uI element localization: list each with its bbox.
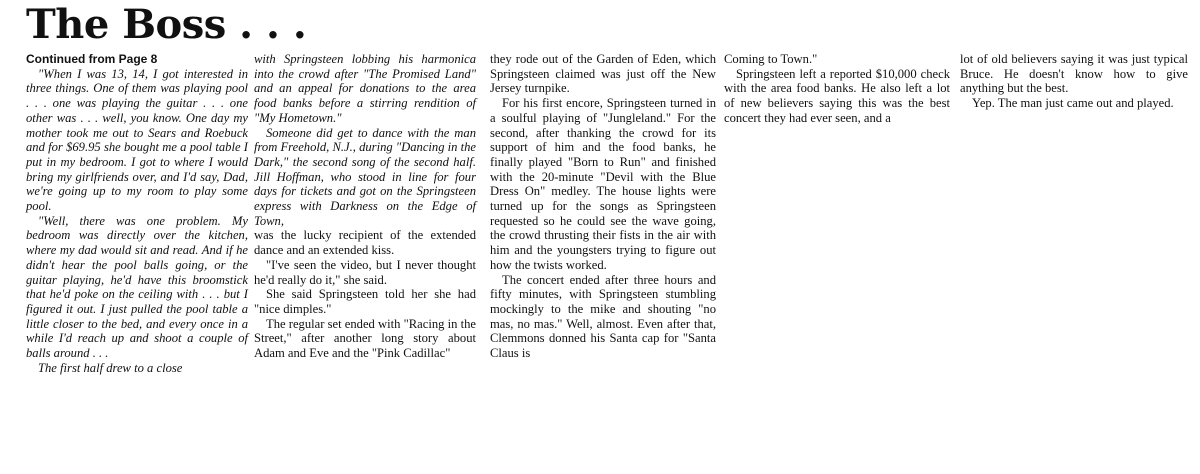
paragraph: with Springsteen lobbing his harmonica into the crowd after "The Promised Land" and an appeal for donations to the area food banks before a stirring rendition of "My Hometown.": [254, 52, 476, 125]
paragraph: The concert ended after three hours and fifty minutes, with Springsteen stumbling mockingly to the mike and shouting "no mas, no mas." Well, almost. Even after that, Clemmons donned his Santa cap for "Santa Claus is: [490, 272, 716, 361]
paragraph: Springsteen left a reported $10,000 check with the area food banks. He also left a lot of new believers saying this was the best concert they had ever seen, and a: [724, 66, 950, 125]
article-column-2: [254, 52, 476, 361]
continued-from-line: Continued from Page 8: [26, 52, 158, 66]
article-column-1: [26, 52, 248, 375]
paragraph: Coming to Town.": [724, 52, 818, 66]
article-column-4: [724, 52, 950, 126]
paragraph: they rode out of the Garden of Eden, which Springsteen claimed was just off the New Jersey turnpike.: [490, 52, 716, 96]
paragraph: was the lucky recipient of the extended dance and an extended kiss.: [254, 228, 476, 258]
paragraph: For his first encore, Springsteen turned in a soulful playing of "Jungleland." For the second, after thanking the crowd for its support of him and the food banks, he finally played "Born to Run" and finished with the 20-minute "Devil with the Blue Dress On" medley. The house lights were turned up for the songs as Springsteen requested so he could see the wave going, the crowd thrusting their fists in the air with him and the youngsters trying to figure out how the twists worked.: [490, 96, 716, 272]
paragraph: She said Springsteen told her she had "nice dimples.": [254, 287, 476, 316]
paragraph: Someone did get to dance with the man from Freehold, N.J., during "Dancing in the Dark," the second song of the second half. Jill Hoffman, who stood in line for four days for tickets and got on the Springsteen express with Darkness on the Edge of Town,: [254, 125, 476, 228]
headline: The Boss . . .: [26, 1, 307, 48]
paragraph: "I've seen the video, but I never thought he'd really do it," she said.: [254, 257, 476, 287]
paragraph: Yep. The man just came out and played.: [972, 96, 1174, 111]
paragraph: "Well, there was one problem. My bedroom was directly over the kitchen, where my dad would sit and read. And if he didn't hear the pool balls going, or the guitar playing, he'd have this broomstick that he'd poke on the ceiling with . . . but I figured it out. I just pulled the pool table a little closer to the bed, and every once in a while I'd reach up and shoot a couple of balls around . . .: [26, 213, 248, 361]
paragraph: "When I was 13, 14, I got interested in three things. One of them was playing pool . . . one was playing the guitar . . . one other was . . . well, you know. One day my mother took me out to Sears and Roebuck and for $69.95 she bought me a pool table I put in my bedroom. I got to where I would bring my girlfriends over, and I'd say, Dad, we're going up to my room to play some pool.: [26, 66, 248, 214]
article-column-3: [490, 52, 716, 361]
article-column-5: [960, 52, 1188, 111]
paragraph: The first half drew to a close: [38, 360, 183, 375]
paragraph: The regular set ended with "Racing in the Street," after another long story about Adam and Eve and the "Pink Cadillac": [254, 316, 476, 361]
paragraph: lot of old believers saying it was just typical Bruce. He doesn't know how to give anything but the best.: [960, 52, 1188, 96]
